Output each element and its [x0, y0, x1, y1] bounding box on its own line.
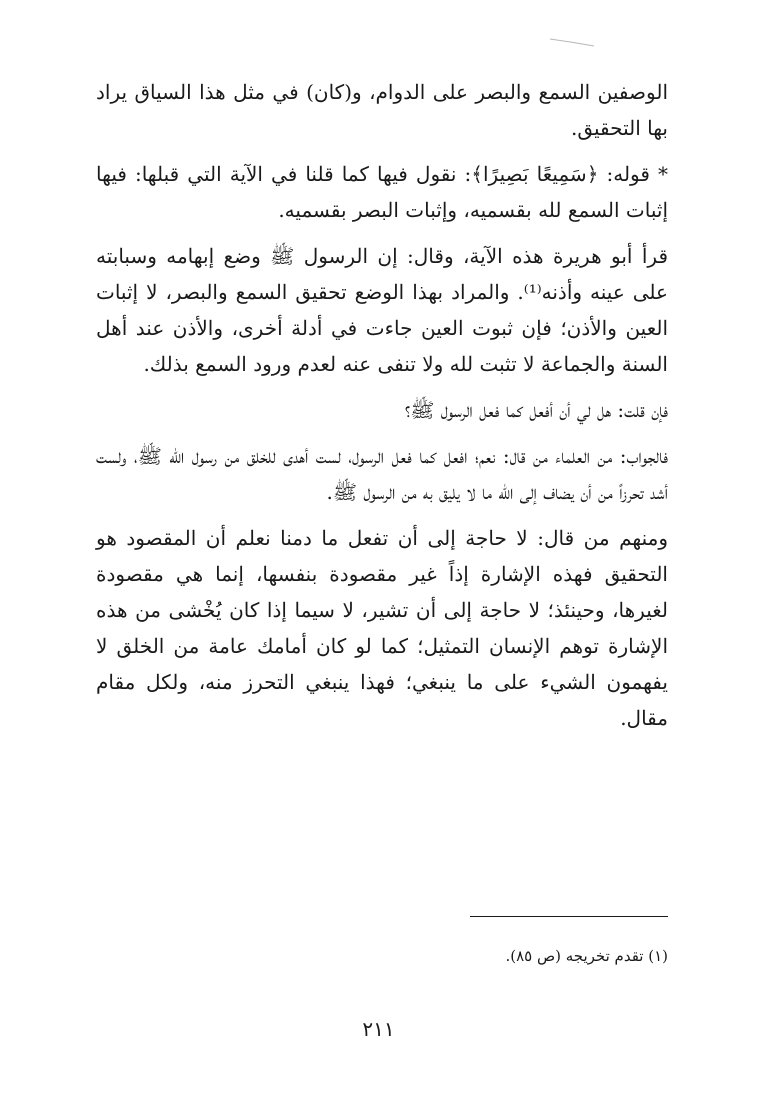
page-number: ٢١١ — [362, 1017, 395, 1041]
footnote: (١) تقدم تخريجه (ص ٨٥). — [505, 947, 668, 965]
paragraph-6: ومنهم من قال: لا حاجة إلى أن تفعل ما دمنا نعلم أن المقصود هو التحقيق فهذه الإشارة إذاً غير مقصودة بنفسها، إنما هي مقصودة لغيرها، وحينئذ؛ لا حاجة إلى أن تشير، لا سيما إذا كان يُخْشى من هذه الإشارة توهم الإنسان التمثيل؛ كما لو كان أمامك عامة من الخلق لا يفهمون الشيء على ما ينبغي؛ فهذا ينبغي التحرز منه، ولكل مقام مقال. — [96, 526, 668, 730]
main-text — [96, 74, 668, 736]
page-corner-mark — [548, 36, 596, 48]
paragraph-2: * قوله: ﴿سَمِيعًا بَصِيرًا﴾: نقول فيها كما قلنا في الآية التي قبلها: فيها إثبات السمع لله بقسميه، وإثبات البصر بقسميه. — [96, 162, 668, 222]
paragraph-5: فالجواب: من العلماء من قال: نعم؛ افعل كما فعل الرسول، لست أهدى للخلق من رسول الله ﷺ، ولست أشد تحرزاً من أن يضاف إلى الله ما لا يليق به من الرسول ﷺ. — [96, 444, 668, 504]
footnote-divider — [470, 916, 668, 917]
paragraph-1: الوصفين السمع والبصر على الدوام، و(كان) في مثل هذا السياق يراد بها التحقيق. — [96, 80, 668, 140]
paragraph-3: قرأ أبو هريرة هذه الآية، وقال: إن الرسول ﷺ وضع إبهامه وسبابته على عينه وأذنه⁽¹⁾. والمراد بهذا الوضع تحقيق السمع والبصر، لا إثبات العين والأذن؛ فإن ثبوت العين جاءت في أدلة أخرى، والأذن عند أهل السنة والجماعة لا تثبت لله ولا تنفى عنه لعدم ورود السمع بذلك. — [96, 244, 668, 376]
paragraph-4: فإن قلت: هل لي أن أفعل كما فعل الرسول ﷺ؟ — [404, 398, 668, 422]
